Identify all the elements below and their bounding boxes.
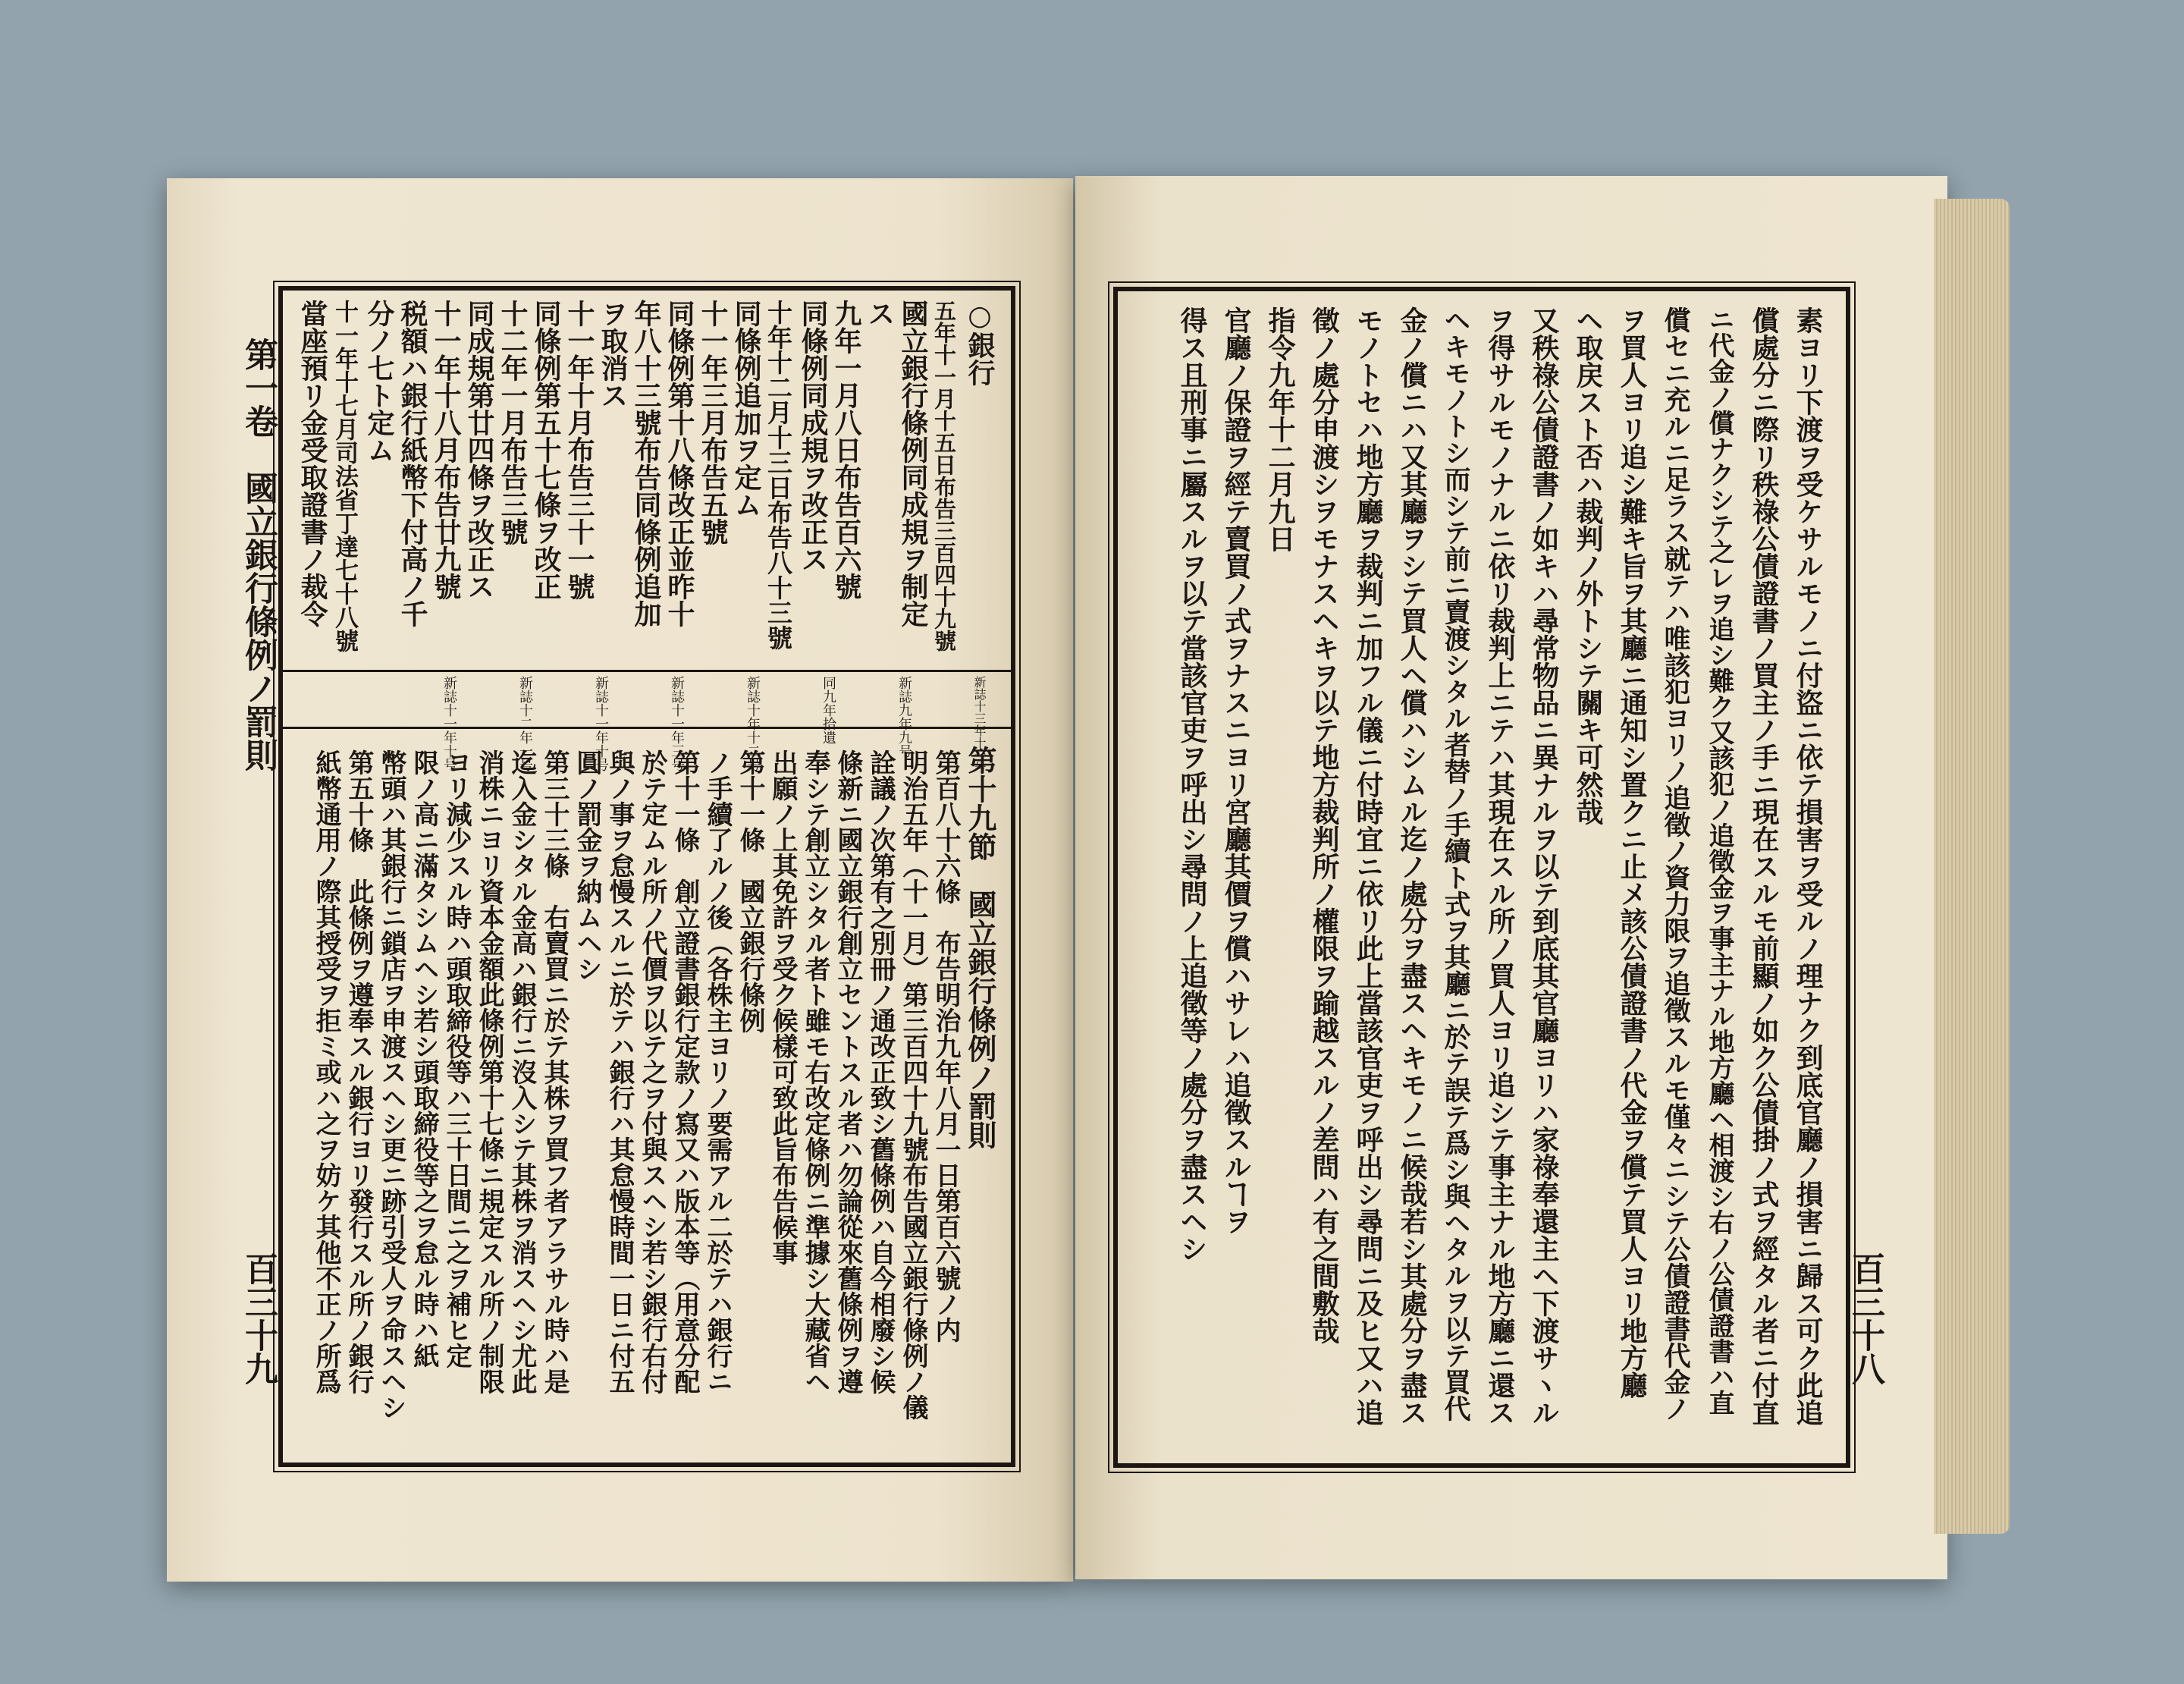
upper-column: 同條例第十八條改正並昨十 <box>664 300 695 627</box>
lower-column: ヨリ減少スル時ハ頭取締役等ハ三十日間ニ之ヲ補ヒ定 <box>441 749 472 1368</box>
upper-column: 税額ハ銀行紙幣下付高ノ千 <box>397 300 428 627</box>
right-column: 又秩祿公債證書ノ如キハ尋常物品ニ異ナルヲ以テ到底其官廳ヨリハ家祿奉還主ヘ下渡サヽル <box>1528 306 1560 1426</box>
lower-column: 出願ノ上其免許ヲ受ク候樣可致此旨布告候事 <box>767 749 798 1265</box>
upper-column: 同條例第五十七條ヲ改正 <box>530 300 562 600</box>
upper-column: 年八十三號布告同條例追加 <box>630 300 662 627</box>
reference-note: 同九年拾遺 <box>821 676 836 744</box>
lower-column: 圓ノ罰金ヲ納ムヘシ <box>572 749 602 982</box>
lower-column: 第十一條 國立銀行條例 <box>735 749 765 1033</box>
upper-column: 同條例同成規ヲ改正ス <box>797 300 829 573</box>
upper-column: ヲ取消ス <box>597 300 629 409</box>
reference-note: 新誌十一年三号 <box>669 676 685 771</box>
reference-note: 新誌十三年十一号 <box>972 676 987 773</box>
left-text-frame <box>278 286 1015 1467</box>
reference-note: 新誌十二年一号 <box>517 676 533 771</box>
reference-note: 新誌十年十二号 <box>745 676 761 771</box>
right-column: ニ代金ノ償ナクシテ之レヲ追シ難ク又該犯ノ追徵金ヲ事主ナル地方廳ヘ相渡シ右ノ公債證書ハ直 <box>1704 306 1734 1415</box>
upper-column: 十一年十七月司法省丁達七十八號 <box>331 300 358 652</box>
right-column: 官廳ノ保證ヲ經テ賣買ノ式ヲナスニヨリ宮廳其價ヲ償ハサレハ追徵スルヿヲ <box>1220 306 1252 1235</box>
right-column: ヘキモノトシ而シテ前ニ賣渡シタル者替ノ手續ト式ヲ其廳ニ於テ誤テ爲シ與ヘタルヲ以テ買代 <box>1440 306 1471 1422</box>
right-column: 素ヨリ下渡ヲ受ケサルモノニ付盜ニ依テ損害ヲ受ルノ理ナク到底官廳ノ損害ニ歸ス可ク此追 <box>1792 306 1824 1426</box>
lower-column: 幣頭ハ其銀行ニ鎖店ヲ申渡スヘシ更ニ跡引受人ヲ命スヘシ <box>376 749 406 1420</box>
lower-column: 明治五年（十一月）第三百四十九號布告國立銀行條例ノ儀 <box>898 749 928 1420</box>
lower-column: 第百八十六條 布告明治九年八月一日第百六號ノ内 <box>930 749 961 1343</box>
right-column: 得ス且刑事ニ屬スルヲ以テ當該官吏ヲ呼出シ尋問ノ上追徵等ノ處分ヲ盡スヘシ <box>1176 306 1208 1262</box>
reference-note: 新誌十一年十号 <box>593 676 609 771</box>
right-column: モノトセハ地方廳ヲ裁判ニ加フル儀ニ付時宜ニ依リ此上當該官吏ヲ呼出シ尋問ニ及ヒ又ハ追 <box>1352 306 1384 1426</box>
lower-column: 與ノ事ヲ怠慢スルニ於テハ銀行ハ其怠慢時間一日ニ付五 <box>604 749 635 1394</box>
reference-note: 新誌十一年十号 <box>441 676 457 771</box>
left-margin-header: 第一卷 國立銀行條例ノ罰則 <box>239 338 278 771</box>
lower-column: 第五十條 此條例ヲ遵奉スル銀行ヨリ發行スル所ノ銀行 <box>344 749 374 1394</box>
upper-column: 國立銀行條例同成規ヲ制定 <box>897 300 929 627</box>
right-text-frame <box>1113 287 1850 1468</box>
page-edges <box>1934 199 2010 1534</box>
lower-column: 第三十三條 右賣買ニ於テ其株ヲ買フ者アラサル時ハ是 <box>539 749 570 1394</box>
section-title: 第十九節 國立銀行條例ノ罰則 <box>963 746 997 1149</box>
right-column: 償處分ニ際リ秩祿公債證書ノ買主ノ手ニ現在スルモ前顯ノ如ク公債掛ノ式ヲ經タル者ニ付直 <box>1748 306 1780 1426</box>
right-column: 金ノ償ニハ又其廳ヲシテ買人ヘ償ハシムル迄ノ處分ヲ盡スヘキモノニ候哉若シ其處分ヲ盡ス <box>1396 306 1428 1426</box>
upper-column: 同成規第廿四條ヲ改正ス <box>463 300 495 600</box>
lower-column: 第十一條 創立證書銀行定款ノ寫又ハ版本等（用意分配 <box>670 749 700 1394</box>
right-page-number: 百三十八 <box>1846 1252 1884 1385</box>
reference-note: 新誌九年九号 <box>896 676 912 758</box>
upper-column: 分ノ七ト定ム <box>363 300 395 463</box>
lower-column: 消株ニヨリ資本金額此條例第十七條ニ規定スル所ノ制限 <box>474 749 504 1394</box>
lower-column: 條新ニ國立銀行創立セントスル者ハ勿論從來舊條例ヲ遵 <box>833 749 863 1394</box>
right-column: 徵ノ處分申渡シヲモナスヘキヲ以テ地方裁判所ノ權限ヲ踰越スルノ差問ハ有之間敷哉 <box>1308 306 1340 1344</box>
upper-column: 十一年十八月布告廿九號 <box>430 300 462 600</box>
upper-column: 十二年一月布告三號 <box>497 300 529 545</box>
right-column: 償セニ充ルニ足ラス就テハ唯該犯ヨリノ追徵ノ資力限ヲ追徵スルモ僅々ニシテ公債證書代金ノ <box>1660 306 1691 1422</box>
upper-column: 十一年三月布告五號 <box>697 300 729 545</box>
lower-column: 迄入金シタル金高ハ銀行ニ沒入シテ其株ヲ消スヘシ尤此 <box>507 749 537 1394</box>
right-column: ヲ買人ヨリ追シ難キ旨ヲ其廳ニ通知シ置クニ止メ該公債證書ノ代金ヲ償テ買人ヨリ地方廳 <box>1616 306 1648 1399</box>
upper-column: 同條例追加ヲ定ム <box>730 300 762 518</box>
upper-column: 當座預リ金受取證書ノ裁令 <box>297 300 328 627</box>
upper-column: 十一年十月布告三十一號 <box>563 300 595 600</box>
lower-column: ノ手續了ルノ後（各株主ヨリノ要需アル二於テハ銀行ニ <box>702 749 733 1394</box>
upper-column: 五年十一月十五日布告三百四十九號 <box>931 300 957 652</box>
lower-column: 詮議ノ次第有之別冊ノ通改正致シ舊條例ハ自今相廢シ候 <box>865 749 896 1394</box>
lower-column: 於テ定ムル所ノ代價ヲ以テ之ヲ付與スヘシ若シ銀行右付 <box>637 749 667 1394</box>
left-divider <box>283 670 1011 672</box>
right-column: ヲ得サルモノナルニ依リ裁判上ニテハ其現在スル所ノ買人ヨリ追シテ事主ナル地方廳ニ還ス <box>1484 306 1516 1426</box>
upper-column: ○銀行 <box>964 300 996 386</box>
upper-column: ス <box>864 300 896 327</box>
upper-column: 九年一月八日布告百六號 <box>830 300 862 600</box>
upper-column: 十年十二月十三日布告八十三號 <box>764 300 793 650</box>
right-column: ヘ取戻スト否ハ裁判ノ外トシテ關キ可然哉 <box>1572 306 1604 825</box>
lower-column: 紙幣通用ノ際其授受ヲ拒ミ或ハ之ヲ妨ケ其他不正ノ所爲 <box>311 749 341 1394</box>
lower-column: 奉シテ創立シタル者ト雖モ右改定條例ニ準據シ大藏省ヘ <box>800 749 830 1394</box>
left-page-number: 百三十九 <box>239 1252 278 1385</box>
right-column: 指令九年十二月九日 <box>1264 306 1296 552</box>
lower-column: 限ノ高ニ滿タシムヘシ若シ頭取締役等之ヲ怠ル時ハ紙 <box>409 749 439 1368</box>
